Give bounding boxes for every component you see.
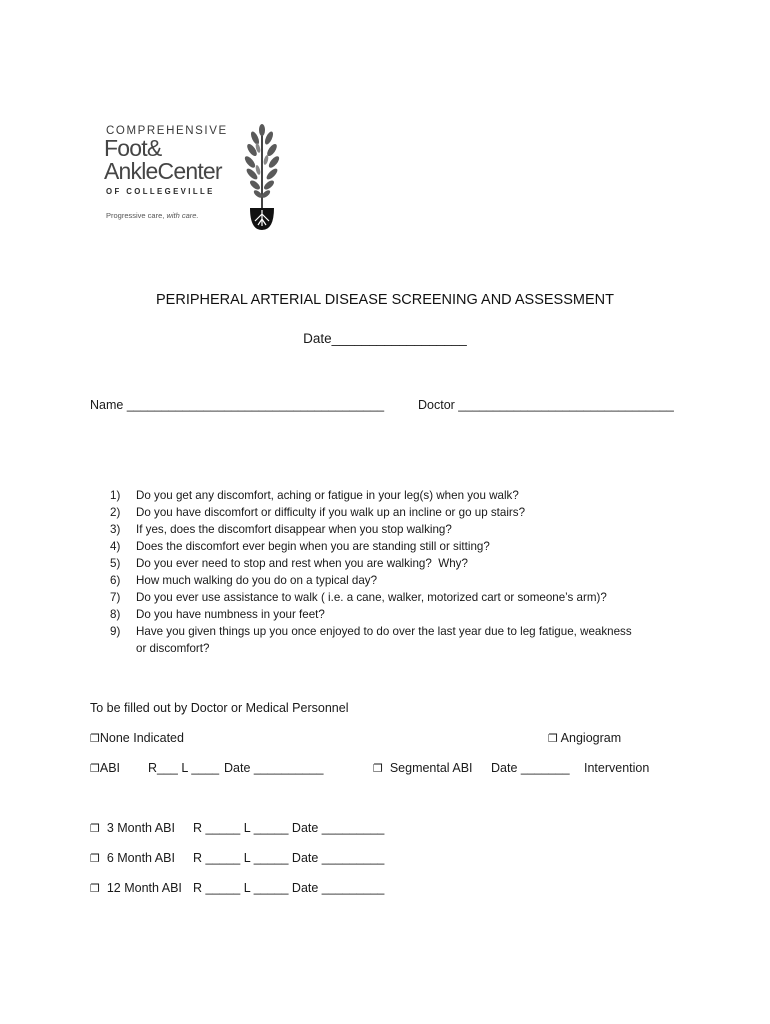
followup-6-month-fields[interactable]: R _____ L _____ Date _________: [193, 851, 385, 865]
segmental-date-field[interactable]: Date _______: [491, 761, 570, 775]
checkbox-icon[interactable]: ❐: [90, 853, 100, 865]
logo-foot: Foot&: [104, 135, 162, 161]
followup-12-month[interactable]: ❐ 12 Month ABI: [90, 881, 182, 895]
question-item: 8) Do you have numbness in your feet?: [110, 608, 325, 621]
doctor-field[interactable]: Doctor _______________________________: [418, 398, 674, 412]
abi-date-field[interactable]: Date __________: [224, 761, 324, 775]
question-item: 5) Do you ever need to stop and rest when you are walking? Why?: [110, 557, 468, 570]
question-item-continuation: or discomfort?: [136, 642, 210, 655]
checkbox-icon[interactable]: ❐: [373, 763, 383, 775]
checkbox-icon[interactable]: ❐: [90, 883, 100, 895]
name-field[interactable]: Name _____________________________________: [90, 398, 385, 412]
tree-icon: [242, 124, 282, 230]
page-title: PERIPHERAL ARTERIAL DISEASE SCREENING AND ASSESSMENT: [156, 292, 614, 308]
checkbox-icon[interactable]: ❐: [548, 733, 558, 745]
segmental-abi-option[interactable]: ❐ Segmental ABI: [373, 761, 473, 775]
question-item: 3) If yes, does the discomfort disappear when you stop walking?: [110, 523, 452, 536]
question-item: 2) Do you have discomfort or difficulty if you walk up an incline or go up stairs?: [110, 506, 526, 519]
followup-3-month-fields[interactable]: R _____ L _____ Date _________: [193, 821, 385, 835]
medical-section-heading: To be filled out by Doctor or Medical Personnel: [90, 701, 349, 715]
checkbox-icon[interactable]: ❐: [90, 733, 100, 745]
question-item: 7) Do you ever use assistance to walk ( i.e. a cane, walker, motorized cart or someone’s arm)?: [110, 591, 607, 604]
checkbox-icon[interactable]: ❐: [90, 763, 100, 775]
logo-ankle-center: AnkleCenter: [104, 158, 222, 184]
followup-12-month-fields[interactable]: R _____ L _____ Date _________: [193, 881, 385, 895]
angiogram-option[interactable]: ❐ Angiogram: [548, 731, 622, 745]
logo-tagline: Progressive care, with care.: [106, 211, 199, 220]
logo-comprehensive: COMPREHENSIVE: [106, 125, 228, 137]
none-indicated-option[interactable]: ❐None Indicated: [90, 731, 184, 745]
abi-option[interactable]: ❐ABI: [90, 761, 121, 775]
intervention-label: Intervention: [584, 761, 650, 775]
checkbox-icon[interactable]: ❐: [90, 823, 100, 835]
question-list: [110, 487, 632, 657]
question-item: 6) How much walking do you do on a typical day?: [110, 574, 378, 587]
followup-3-month[interactable]: ❐ 3 Month ABI: [90, 821, 175, 835]
abi-r-l-field[interactable]: R___ L ____: [148, 761, 220, 775]
question-item: 1) Do you get any discomfort, aching or fatigue in your leg(s) when you walk?: [110, 489, 519, 502]
question-item: 9) Have you given things up you once enjoyed to do over the last year due to leg fatigue, weakness: [110, 625, 632, 638]
question-item: 4) Does the discomfort ever begin when you are standing still or sitting?: [110, 540, 490, 553]
logo-collegeville: OF COLLEGEVILLE: [106, 187, 215, 196]
followup-6-month[interactable]: ❐ 6 Month ABI: [90, 851, 175, 865]
date-field[interactable]: Date__________________: [303, 331, 467, 346]
practice-logo: [104, 122, 284, 234]
